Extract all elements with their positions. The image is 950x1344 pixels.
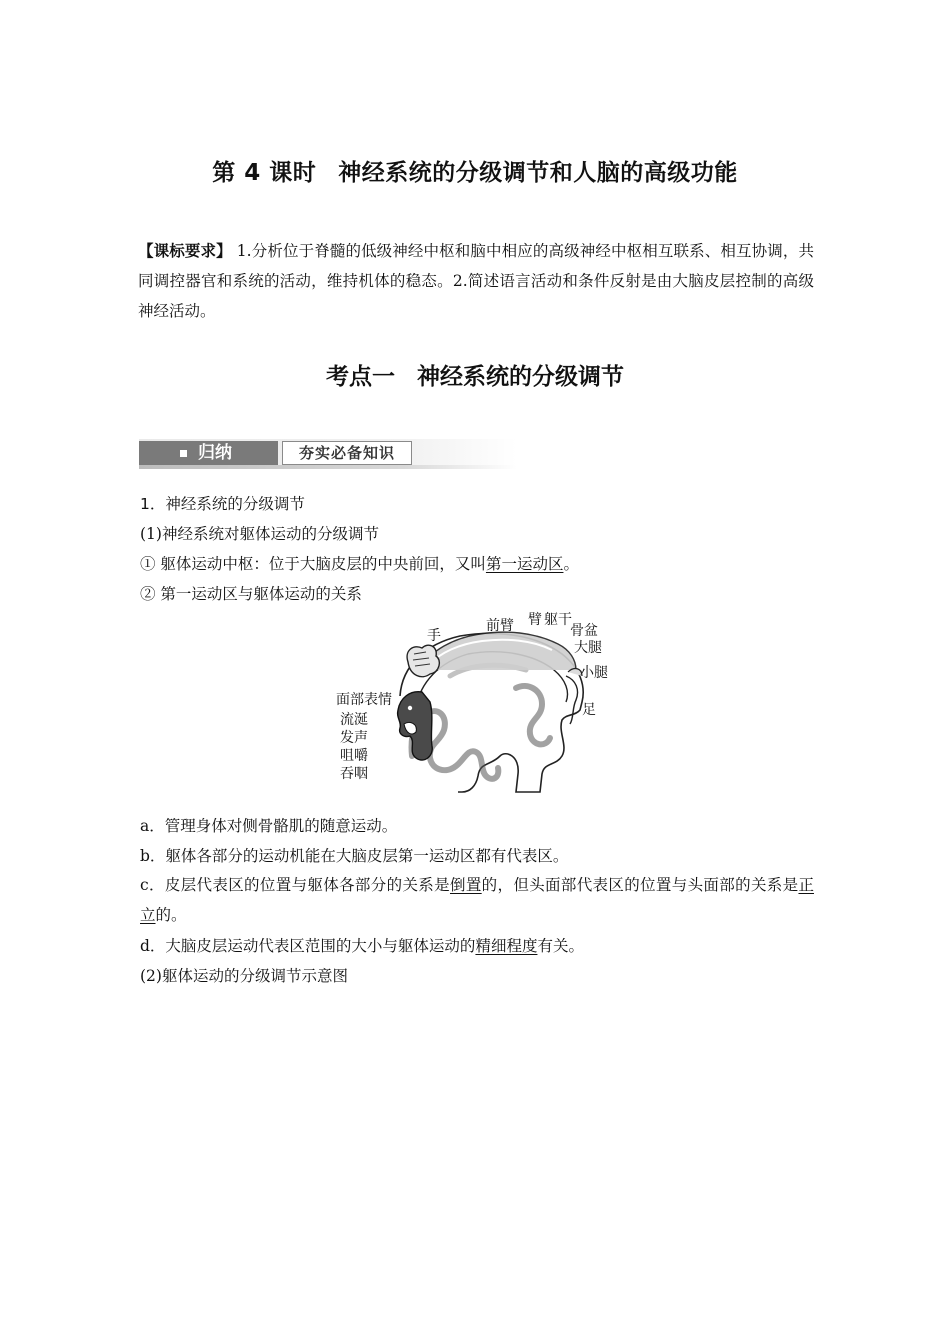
label-foot: 足: [582, 702, 596, 718]
label-chewing: 咀嚼: [340, 748, 368, 764]
point-c-text: c．皮层代表区的位置与躯体各部分的关系是: [140, 876, 450, 894]
label-trunk: 躯干: [544, 612, 572, 628]
point-c: [140, 870, 814, 930]
item-1: [140, 552, 579, 574]
requirements-tag: 【课标要求】: [138, 242, 232, 260]
item-2: ② 第一运动区与躯体运动的关系: [140, 585, 362, 603]
item-1-end: 。: [563, 555, 579, 573]
lesson-number: 第 4 课时: [212, 160, 317, 186]
label-thigh: 大腿: [574, 640, 602, 656]
label-pelvis: 骨盆: [570, 623, 598, 639]
label-swallowing: 吞咽: [340, 766, 368, 782]
label-voice: 发声: [340, 730, 368, 746]
point-b: b．躯体各部分的运动机能在大脑皮层第一运动区都有代表区。: [140, 847, 569, 865]
label-facial-expression: 面部表情: [336, 692, 392, 708]
banner-light-label: 夯实必备知识: [282, 441, 412, 465]
label-arm: 臂: [528, 612, 542, 628]
label-calf: 小腿: [580, 665, 608, 681]
requirements-text: 1.分析位于脊髓的低级神经中枢和脑中相应的高级神经中枢相互联系、相互协调，共同调控器官和系统的活动，维持机体的稳态。2.简述语言活动和条件反射是由大脑皮层控制的高级神经活动。: [138, 242, 814, 320]
point-c-end: 的。: [155, 906, 187, 924]
item-1-text: ① 躯体运动中枢：位于大脑皮层的中央前回，又叫: [140, 555, 486, 573]
label-drooling: 流涎: [340, 712, 368, 728]
label-forearm: 前臂: [486, 618, 514, 634]
point-d-text: d．大脑皮层运动代表区范围的大小与躯体运动的: [140, 937, 476, 955]
heading-1: 1．神经系统的分级调节: [140, 495, 305, 513]
banner-dark-label: 归纳: [198, 443, 232, 463]
point-c-answer-1: 倒置: [449, 876, 482, 894]
point-d-answer: 精细程度: [475, 937, 538, 955]
page-title: [0, 154, 950, 187]
point-c-answer-2: 正立: [140, 876, 814, 924]
point-a: a．管理身体对侧骨骼肌的随意运动。: [140, 817, 398, 835]
lesson-name: 神经系统的分级调节和人脑的高级功能: [338, 160, 738, 186]
point-c-middle: 的，但头面部代表区的位置与头面部的关系是: [481, 876, 799, 894]
subheading-1: (1)神经系统对躯体运动的分级调节: [140, 525, 379, 543]
section-prefix: 考点一: [326, 364, 395, 390]
motor-homunculus-figure: [330, 606, 620, 798]
section-banner: [139, 439, 517, 469]
point-d-end: 有关。: [537, 937, 584, 955]
section-name: 神经系统的分级调节: [417, 364, 624, 390]
item-1-answer: 第一运动区: [485, 555, 564, 573]
curriculum-requirements: [138, 236, 814, 326]
subheading-2: (2)躯体运动的分级调节示意图: [140, 967, 348, 985]
label-hand: 手: [427, 628, 441, 644]
banner-dark-block: [139, 441, 278, 465]
section-title: [0, 358, 950, 391]
point-d: [140, 934, 584, 956]
square-bullet-icon: [180, 450, 187, 457]
banner-underbar: [139, 465, 517, 469]
